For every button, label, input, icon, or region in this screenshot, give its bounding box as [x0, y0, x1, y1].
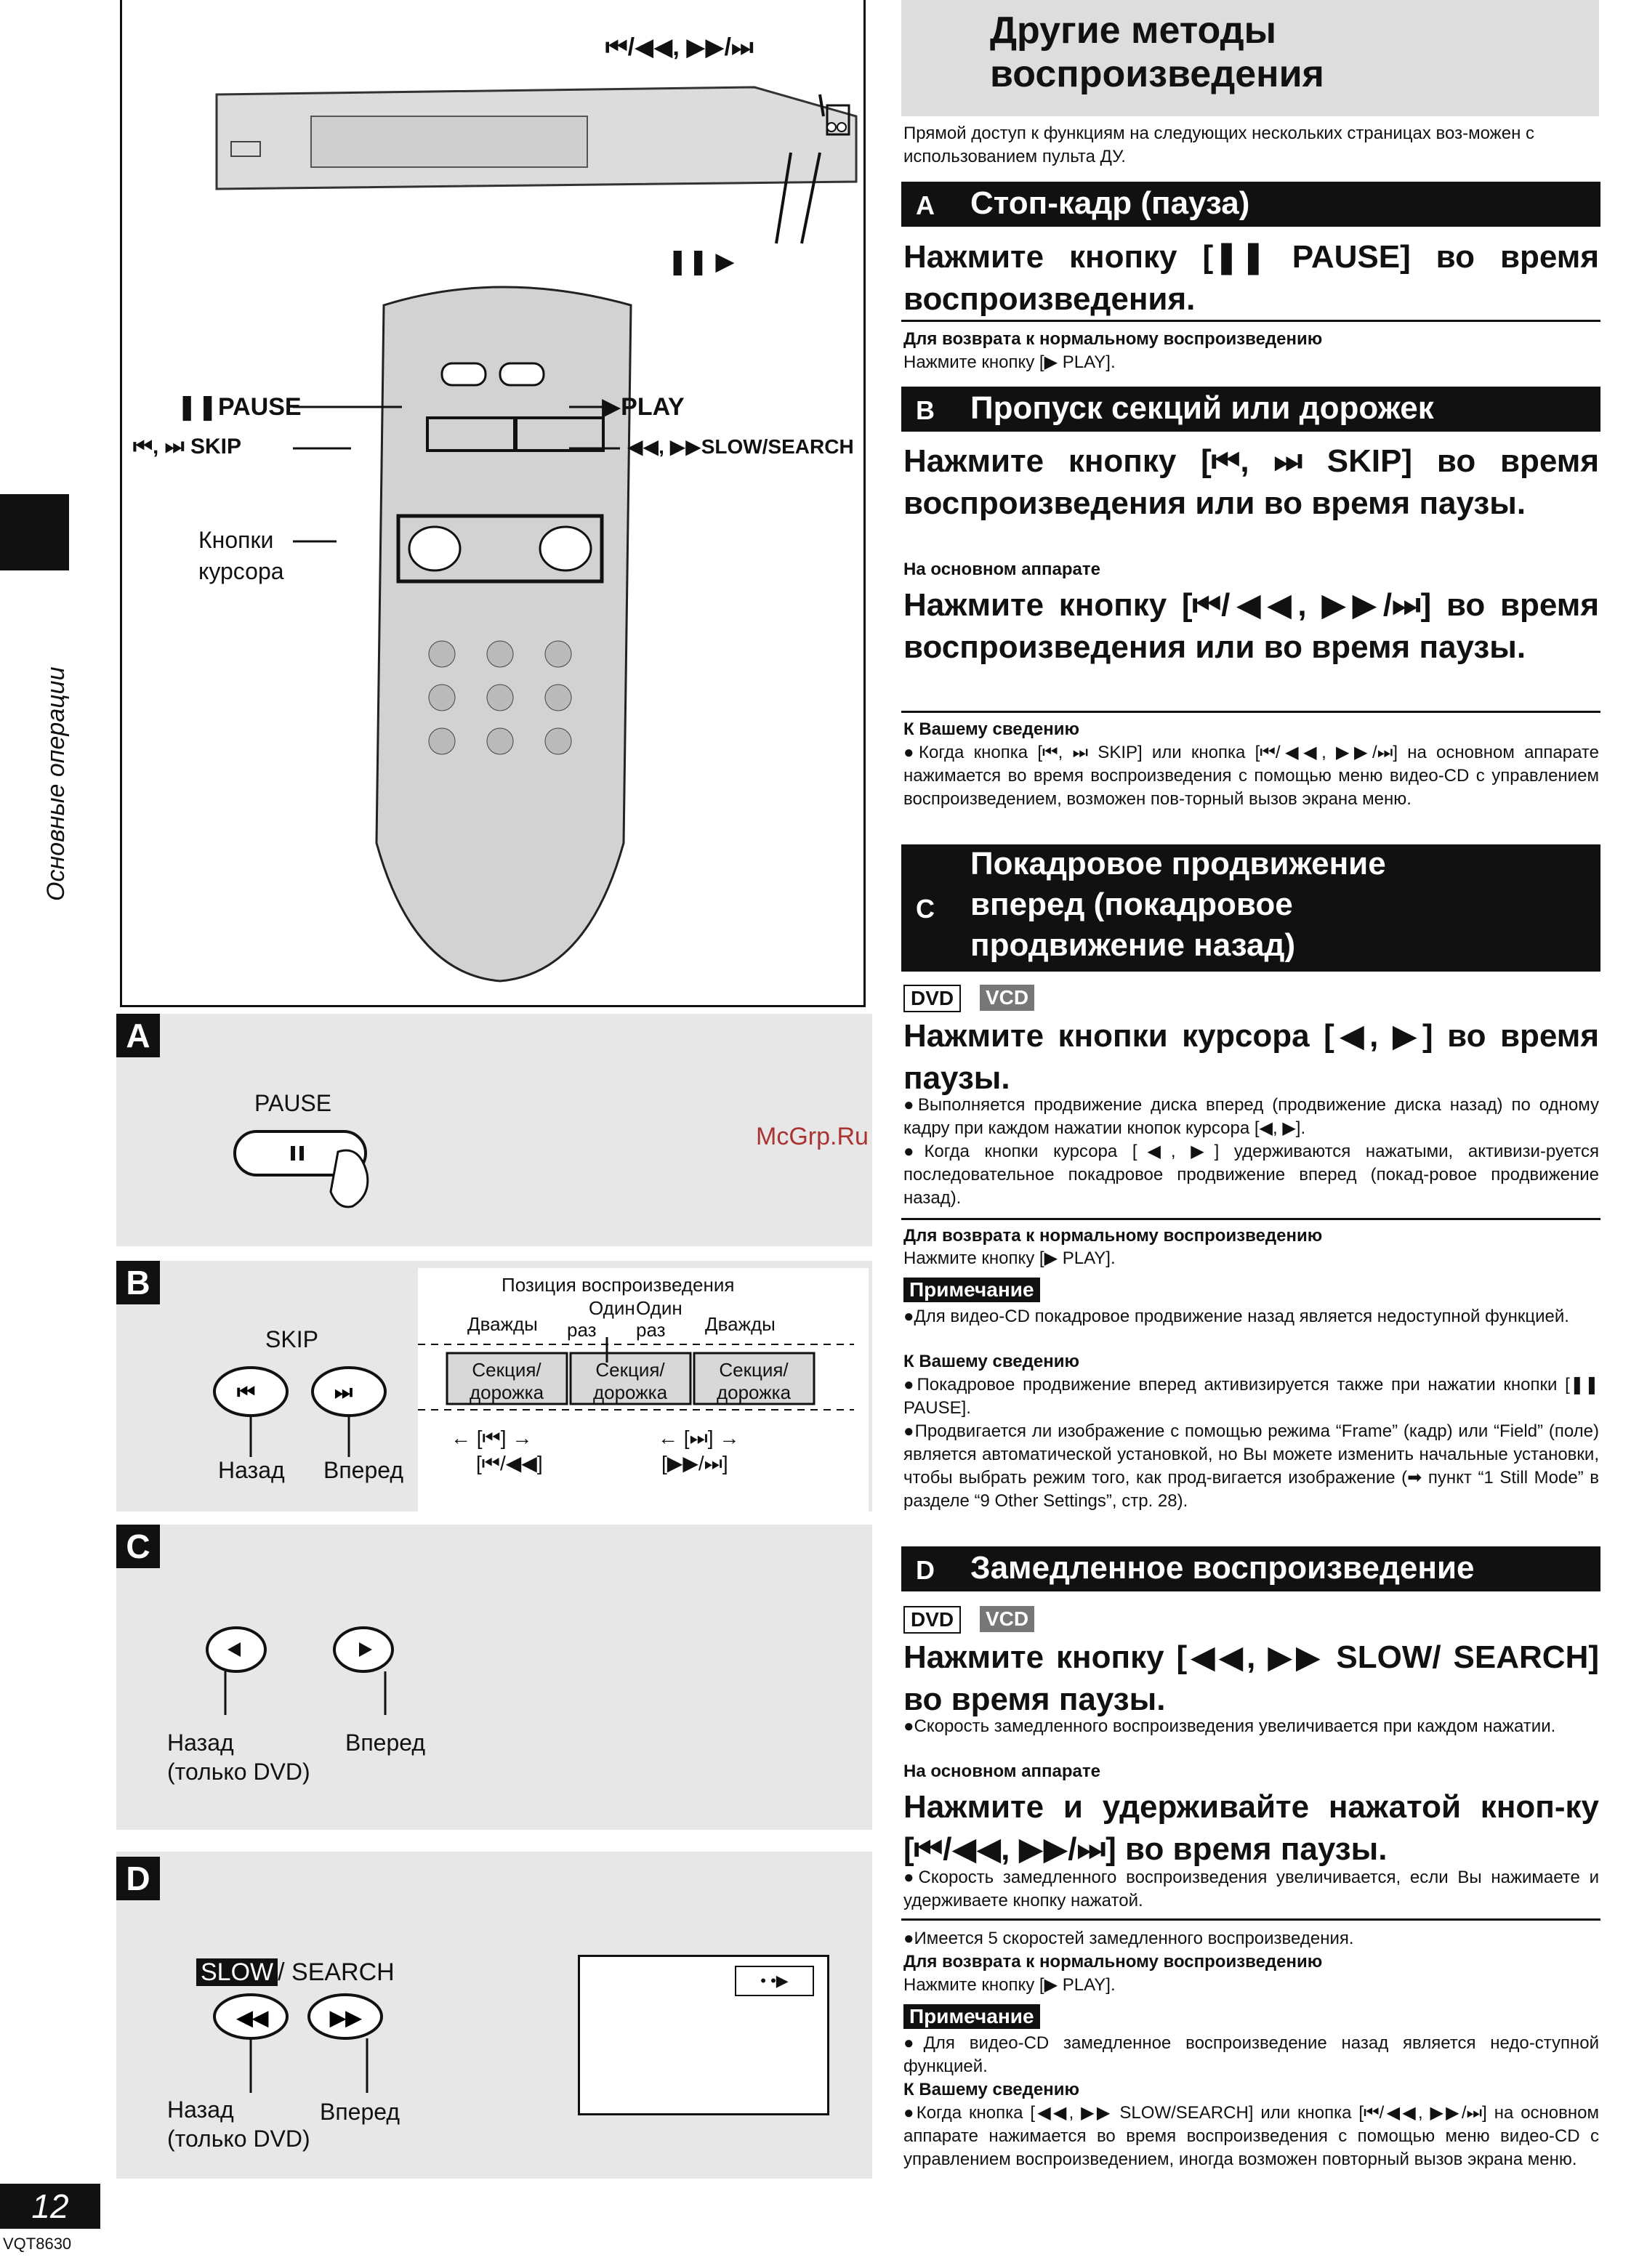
- section-d-bullet-1: ●Скорость замедленного воспроизведения увеличивается при каждом нажатии.: [903, 1716, 1556, 1736]
- section-b-instruction: Нажмите кнопку [⏮, ⏭ SKIP] во время воспроизведения или во время паузы.: [903, 443, 1599, 521]
- section-tab-marker: [0, 494, 69, 570]
- panel-b-back-label: Назад: [218, 1457, 285, 1483]
- section-c-return-title: Для возврата к нормальному воспроизведению: [903, 1226, 1323, 1246]
- skip-diagram: [418, 1268, 869, 1512]
- page-title-line-1: Другие методы: [990, 9, 1277, 52]
- section-d-unit-instruction: Нажмите и удерживайте нажатой кноп-ку [⏮/◀◀, ▶▶/⏭] во время паузы.: [903, 1789, 1599, 1867]
- model-code: VQT8630: [3, 2235, 72, 2253]
- intro-text: Прямой доступ к функциям на следующих нескольких страницах воз-можен с использованием пульта ДУ.: [903, 124, 1534, 166]
- panel-d-back-label: Назад: [167, 2097, 234, 2123]
- panel-c-back-label: Назад: [167, 1730, 234, 1756]
- remote-pause-label: ❚❚PAUSE: [177, 393, 302, 421]
- section-d-header: [901, 1546, 1600, 1591]
- section-c-title-3: продвижение назад): [970, 927, 1296, 963]
- section-d-instruction: Нажмите кнопку [◀◀, ▶▶ SLOW/ SEARCH] во время паузы.: [903, 1639, 1599, 1717]
- dvd-badge: DVD: [903, 1606, 961, 1634]
- svg-text:▶▶: ▶▶: [330, 2006, 362, 2029]
- section-label: Основные операции: [42, 666, 70, 901]
- panel-c-back-note: (только DVD): [167, 1759, 310, 1785]
- section-d-letter: D: [916, 1555, 935, 1585]
- panel-b-skip-label: SKIP: [265, 1326, 318, 1352]
- divider: [901, 1918, 1600, 1921]
- section-c-info-2: ●Продвигается ли изображение с помощью режима “Frame” (кадр) или “Field” (поле) является автоматической установкой, но Вы можете изменить начальные установки, чтобы выбрать режим того, как прод-вигается изображение (➡ пункт “1 Still Mode” в разделе “9 Other Settings”, стр. 28).: [903, 1421, 1600, 1511]
- section-b-header: [901, 387, 1600, 432]
- section-b-unit-instruction: Нажмите кнопку [⏮/◀◀, ▶▶/⏭] во время воспроизведения или во время паузы.: [903, 587, 1599, 665]
- section-c-note-text: ●Для видео-CD покадровое продвижение назад является недоступной функцией.: [903, 1307, 1569, 1326]
- skip-buttons-illustration: [211, 1363, 407, 1472]
- svg-text:⏭: ⏭: [334, 1381, 353, 1403]
- remote-illustration-panel: [120, 0, 866, 1007]
- unit-pause-play-label: ❚❚ ▶: [667, 248, 735, 275]
- section-c-title-2: вперед (покадровое: [970, 887, 1293, 922]
- section-b-letter: B: [916, 395, 935, 425]
- page-title-line-2: воспроизведения: [990, 53, 1324, 95]
- section-b-unit-title: На основном аппарате: [903, 560, 1101, 579]
- section-b-info-text: ●Когда кнопка [⏮, ⏭ SKIP] или кнопка [⏮/◀◀, ▶▶/⏭] на основном аппарате нажимается во время воспроизведения с помощью меню видео-CD с управлением воспроизведением, возможен пов-торный вызов экрана меню.: [903, 743, 1599, 809]
- remote-play-label: ▶PLAY: [602, 393, 685, 421]
- section-c-header: [901, 844, 1600, 972]
- panel-b-forward-label: Вперед: [323, 1457, 404, 1483]
- page-number: 12: [0, 2184, 100, 2229]
- section-c-info-title: К Вашему сведению: [903, 1352, 1079, 1371]
- diagram-once-left: Один: [589, 1297, 635, 1319]
- panel-a-letter: A: [116, 1014, 160, 1057]
- section-a-header: [901, 182, 1600, 227]
- vcd-badge: VCD: [980, 1606, 1034, 1632]
- section-d-note-text: ●Для видео-CD замедленное воспроизведение назад является недо-ступной функцией.: [903, 2033, 1599, 2076]
- section-d-info-title: К Вашему сведению: [903, 2080, 1079, 2099]
- section-d-bullet-2: ●Скорость замедленного воспроизведения увеличивается, если Вы нажимаете и удерживаете кнопку нажатой.: [903, 1868, 1599, 1910]
- diagram-right-arrow-unit: [▶▶/⏭]: [661, 1452, 728, 1474]
- section-d-info-text: ●Когда кнопка [◀◀, ▶▶ SLOW/SEARCH] или кнопка [⏮/◀◀, ▶▶/⏭] на основном аппарате нажимается во время воспроизведения с помощью меню видео-CD с управлением воспроизведением, иногда возможен повторный вызов экрана меню.: [903, 2103, 1599, 2169]
- divider: [901, 711, 1600, 713]
- svg-text:⏮: ⏮: [237, 1381, 256, 1403]
- section-d-unit-title: На основном аппарате: [903, 1761, 1101, 1781]
- section-c-note-tag: Примечание: [903, 1278, 1040, 1302]
- cursor-buttons-label-2: курсора: [198, 558, 284, 584]
- cursor-buttons-label: Кнопки: [198, 527, 274, 553]
- dvd-badge: DVD: [903, 985, 961, 1012]
- diagram-right-arrow: ← [⏭] →: [658, 1426, 740, 1449]
- watermark-text: McGrp.Ru: [756, 1123, 869, 1150]
- pointer-lines: [682, 87, 842, 262]
- panel-c-forward-label: Вперед: [345, 1730, 426, 1756]
- vcd-badge: VCD: [980, 985, 1034, 1011]
- diagram-left-arrow: ← [⏮] →: [451, 1426, 533, 1449]
- pause-button-illustration: [229, 1123, 389, 1210]
- slow-indicator-icon: • •▶: [735, 1966, 814, 1996]
- section-a-title: Стоп-кадр (пауза): [970, 185, 1250, 221]
- divider: [901, 1218, 1600, 1220]
- section-c-title-1: Покадровое продвижение: [970, 846, 1386, 881]
- section-d-return-text: Нажмите кнопку [▶ PLAY].: [903, 1975, 1116, 1995]
- panel-b-letter: B: [116, 1261, 160, 1304]
- panel-a-pause-label: PAUSE: [254, 1090, 332, 1116]
- panel-c-letter: C: [116, 1525, 160, 1568]
- unit-skip-buttons-label: ⏮/◀◀, ▶▶/⏭: [605, 33, 754, 61]
- diagram-section-3: Секция/ дорожка: [716, 1359, 792, 1403]
- diagram-once-right-2: раз: [636, 1319, 666, 1341]
- tv-screen-illustration: [578, 1955, 829, 2115]
- section-c-letter: C: [916, 894, 935, 924]
- panel-d-forward-label: Вперед: [320, 2099, 400, 2125]
- section-b-title: Пропуск секций или дорожек: [970, 390, 1434, 426]
- remote-slow-search-label: ◀◀, ▶▶SLOW/SEARCH: [627, 435, 854, 458]
- section-a-instruction: Нажмите кнопку [❚❚ PAUSE] во время воспроизведения.: [903, 239, 1599, 317]
- section-d-note-tag: Примечание: [903, 2004, 1040, 2029]
- diagram-twice-right: Дважды: [705, 1313, 776, 1335]
- section-a-return-title: Для возврата к нормальному воспроизведению: [903, 329, 1323, 349]
- section-c-instruction: Нажмите кнопки курсора [◀, ▶] во время паузы.: [903, 1018, 1599, 1096]
- diagram-section-1: Секция/ дорожка: [469, 1359, 544, 1403]
- diagram-position-label: Позиция воспроизведения: [502, 1274, 735, 1296]
- remote-pointer-lines: [293, 403, 729, 549]
- section-d-return-title: Для возврата к нормальному воспроизведению: [903, 1952, 1323, 1972]
- section-a-return-text: Нажмите кнопку [▶ PLAY].: [903, 352, 1116, 372]
- svg-text:◀◀: ◀◀: [237, 2006, 269, 2029]
- divider: [901, 320, 1600, 322]
- remote-control-illustration: [355, 276, 645, 996]
- diagram-twice-left: Дважды: [467, 1313, 538, 1335]
- cursor-buttons-illustration: [193, 1621, 425, 1744]
- diagram-left-arrow-unit: [⏮/◀◀]: [476, 1452, 543, 1474]
- section-d-bullet-3: ●Имеется 5 скоростей замедленного воспроизведения.: [903, 1929, 1354, 1948]
- section-c-info-1: ●Покадровое продвижение вперед активизируется также при нажатии кнопки [❚❚ PAUSE].: [903, 1375, 1599, 1418]
- panel-d-back-note: (только DVD): [167, 2126, 310, 2152]
- section-c-bullet-2: ●Когда кнопки курсора [◀, ▶] удерживаются нажатыми, активизи-руется последовательное покадровое продвижение вперед (покад-ровое продвижение назад).: [903, 1142, 1599, 1208]
- section-d-title: Замедленное воспроизведение: [970, 1550, 1475, 1586]
- diagram-once-left-2: раз: [567, 1319, 597, 1341]
- page-title-box: [901, 0, 1599, 116]
- section-c-bullet-1: ●Выполняется продвижение диска вперед (продвижение диска назад) по одному кадру при каждом нажатии кнопок курсора [◀, ▶].: [903, 1095, 1599, 1138]
- section-a-letter: A: [916, 190, 935, 220]
- section-b-info-title: К Вашему сведению: [903, 719, 1079, 739]
- slow-search-buttons-illustration: [211, 1991, 407, 2107]
- panel-d-letter: D: [116, 1857, 160, 1900]
- panel-d-slow-search-label: SLOW / SEARCH: [196, 1958, 395, 1987]
- diagram-once-right: Один: [636, 1297, 682, 1319]
- diagram-section-2: Секция/ дорожка: [592, 1359, 668, 1403]
- section-c-return-text: Нажмите кнопку [▶ PLAY].: [903, 1248, 1116, 1268]
- remote-skip-label: ⏮, ⏭ SKIP: [133, 435, 242, 459]
